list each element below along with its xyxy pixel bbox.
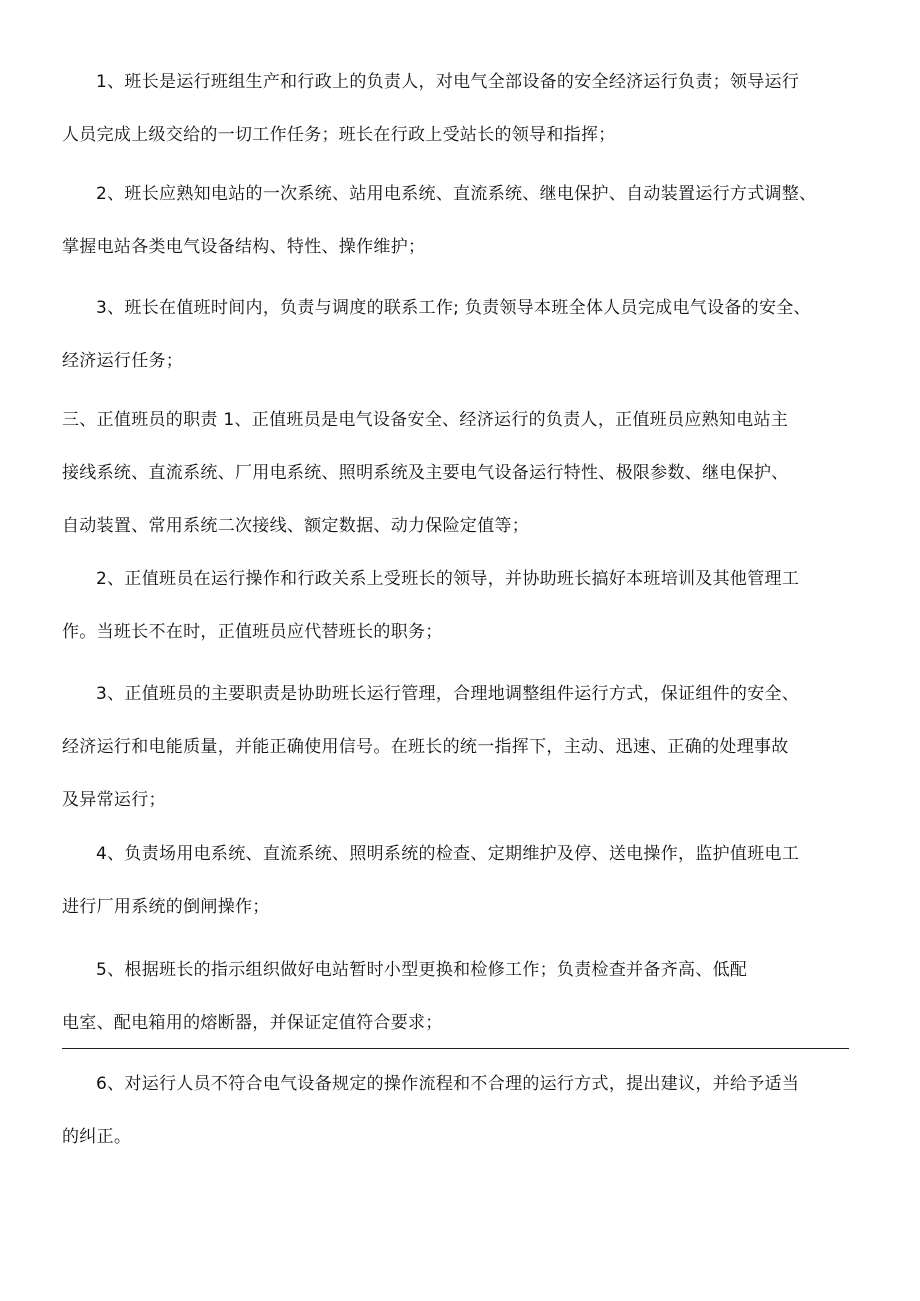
paragraph-line: 经济运行和电能质量，并能正确使用信号。在班长的统一指挥下，主动、迅速、正确的处理事故 [62, 737, 789, 757]
paragraph-line: 3、正值班员的主要职责是协助班长运行管理，合理地调整组件运行方式，保证组件的安全、 [96, 684, 800, 704]
paragraph-line: 2、正值班员在运行操作和行政关系上受班长的领导，并协助班长搞好本班培训及其他管理工 [96, 569, 800, 589]
paragraph-3 [62, 282, 862, 388]
paragraph-line: 三、正值班员的职责 1、正值班员是电气设备安全、经济运行的负责人，正值班员应熟知电站主 [62, 410, 789, 430]
paragraph-line: 人员完成上级交给的一切工作任务；班长在行政上受站长的领导和指挥； [62, 125, 616, 145]
horizontal-divider [62, 1048, 849, 1049]
paragraph-line: 电室、配电箱用的熔断器，并保证定值符合要求； [62, 1013, 443, 1033]
paragraph-5 [62, 553, 862, 659]
paragraph-1 [62, 56, 862, 162]
paragraph-7 [62, 828, 862, 934]
paragraph-2 [62, 168, 862, 274]
paragraph-line: 进行厂用系统的倒闸操作； [62, 897, 270, 917]
paragraph-8 [62, 944, 862, 1050]
paragraph-line: 掌握电站各类电气设备结构、特性、操作维护； [62, 237, 426, 257]
paragraph-line: 6、对运行人员不符合电气设备规定的操作流程和不合理的运行方式，提出建议，并给予适当 [96, 1074, 800, 1094]
section-three-paragraph [62, 394, 862, 553]
paragraph-line: 5、根据班长的指示组织做好电站暂时小型更换和检修工作；负责检查并备齐高、低配 [96, 960, 748, 980]
paragraph-line: 3、班长在值班时间内，负责与调度的联系工作; 负责领导本班全体人员完成电气设备的安全、 [96, 298, 811, 318]
paragraph-line: 接线系统、直流系统、厂用电系统、照明系统及主要电气设备运行特性、极限参数、继电保护、 [62, 463, 789, 483]
paragraph-line: 及异常运行； [62, 790, 166, 810]
paragraph-line: 作。当班长不在时，正值班员应代替班长的职务； [62, 622, 443, 642]
paragraph-line: 1、班长是运行班组生产和行政上的负责人，对电气全部设备的安全经济运行负责；领导运行 [96, 72, 800, 92]
paragraph-line: 经济运行任务； [62, 351, 184, 371]
paragraph-line: 4、负责场用电系统、直流系统、照明系统的检查、定期维护及停、送电操作，监护值班电工 [96, 844, 800, 864]
paragraph-6 [62, 668, 862, 827]
paragraph-line: 的纠正。 [62, 1127, 132, 1147]
paragraph-line: 2、班长应熟知电站的一次系统、站用电系统、直流系统、继电保护、自动装置运行方式调整、 [96, 184, 817, 204]
paragraph-9 [62, 1058, 862, 1164]
paragraph-line: 自动装置、常用系统二次接线、额定数据、动力保险定值等； [62, 516, 530, 536]
